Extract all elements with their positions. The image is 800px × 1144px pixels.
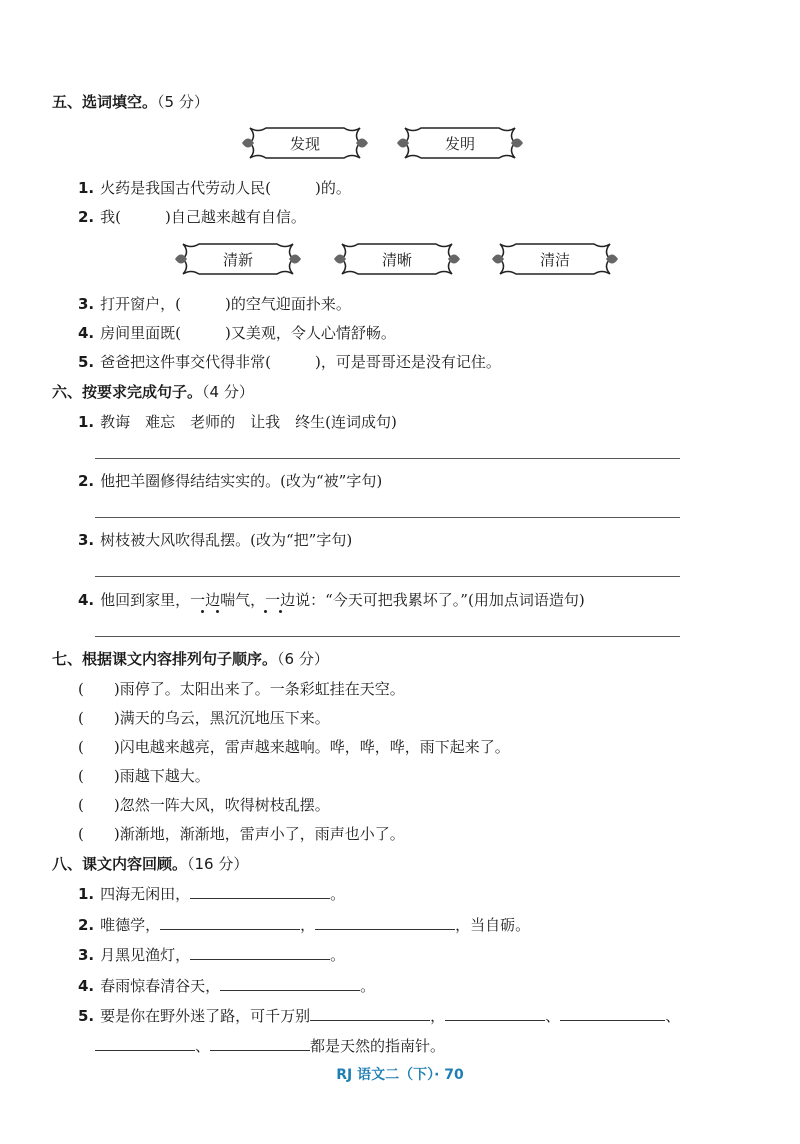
word-option: 发现 [289, 135, 320, 153]
page-footer: RJ 语文二（下）· 70 [336, 1067, 464, 1083]
emphasis-dot [279, 610, 282, 613]
question-text: 教诲 难忘 老师的 让我 终生(连词成句) [100, 413, 397, 431]
paren: ) [113, 680, 120, 698]
sentence-text: 忽然一阵大风，吹得树枝乱摆。 [119, 796, 330, 814]
s7-item-4 [78, 765, 210, 786]
paren: ( [78, 709, 84, 727]
question-text: 打开窗户，( [100, 295, 181, 313]
sentence-text: 雨越下越大。 [119, 767, 210, 785]
question-text: ，当自砺。 [455, 916, 531, 934]
question-number: 2. [78, 208, 95, 226]
section-7-heading [52, 648, 329, 669]
s8-question-3 [78, 944, 345, 965]
paren: ) [113, 796, 120, 814]
word-badge-qingjie [490, 240, 620, 278]
section-5-title: 五、选词填空。 [52, 93, 158, 111]
sentence-text: 闪电越来越亮，雷声越来越响。哗，哗，哗，雨下起来了。 [119, 738, 510, 756]
paren: ) [113, 767, 120, 785]
s7-item-5 [78, 794, 330, 815]
paren: ( [78, 680, 84, 698]
question-number: 4. [78, 324, 95, 342]
word-option: 清晰 [381, 251, 412, 269]
question-text: 他把羊圈修得结结实实的。(改为“被”字句) [100, 472, 383, 490]
question-number: 4. [78, 977, 95, 995]
question-text: 。 [330, 885, 346, 903]
paren: ( [78, 825, 84, 843]
question-text: 我( [100, 208, 121, 226]
question-text: )的。 [315, 179, 351, 197]
s8-question-4 [78, 975, 375, 996]
question-text: 。 [330, 946, 346, 964]
question-number: 3. [78, 946, 95, 964]
question-text: )又美观，令人心情舒畅。 [225, 324, 396, 342]
word-badge-qingxi [332, 240, 462, 278]
fill-line[interactable] [560, 1005, 665, 1021]
question-number: 5. [78, 353, 95, 371]
sentence-text: 满天的乌云，黑沉沉地压下来。 [119, 709, 330, 727]
section-8-title: 八、课文内容回顾。 [52, 855, 188, 873]
s5-question-2 [78, 206, 306, 227]
s5-question-5 [78, 351, 501, 372]
section-5-heading [52, 91, 209, 112]
question-text: 。 [360, 977, 376, 995]
question-text: 、 [545, 1007, 561, 1025]
s6-question-3 [78, 529, 352, 550]
s8-question-5-continued [95, 1035, 445, 1056]
question-text: 唯德学， [100, 916, 161, 934]
sentence-text: 渐渐地，渐渐地，雷声小了，雨声也小了。 [119, 825, 405, 843]
s6-question-2 [78, 470, 382, 491]
question-text: 春雨惊春清谷天， [100, 977, 221, 995]
section-7-score: （6 分） [277, 650, 329, 668]
answer-line[interactable] [95, 636, 680, 637]
fill-line[interactable] [190, 883, 330, 899]
s6-question-4 [78, 589, 585, 610]
s7-item-6 [78, 823, 405, 844]
s6-question-1 [78, 411, 397, 432]
question-number: 2. [78, 472, 95, 490]
question-text: 、 [665, 1007, 681, 1025]
question-text: 树枝被大风吹得乱摆。(改为“把”字句) [100, 531, 353, 549]
question-number: 4. [78, 591, 95, 609]
question-number: 3. [78, 295, 95, 313]
s7-item-2 [78, 707, 330, 728]
word-badge-qingxin [173, 240, 303, 278]
question-text: 房间里面既( [100, 324, 181, 342]
fill-line[interactable] [95, 1035, 195, 1051]
section-5-score: （5 分） [157, 93, 209, 111]
sentence-text: 雨停了。太阳出来了。一条彩虹挂在天空。 [119, 680, 405, 698]
fill-line[interactable] [220, 975, 360, 991]
section-8-score: （16 分） [187, 855, 249, 873]
section-7-title: 七、根据课文内容排列句子顺序。 [52, 650, 278, 668]
paren: ) [113, 709, 120, 727]
question-text: 爸爸把这件事交代得非常( [100, 353, 271, 371]
fill-line[interactable] [190, 944, 330, 960]
paren: ) [113, 825, 120, 843]
paren: ( [78, 767, 84, 785]
s7-item-3 [78, 736, 510, 757]
question-number: 2. [78, 916, 95, 934]
section-6-score: （4 分） [202, 383, 254, 401]
paren: ( [78, 738, 84, 756]
fill-line[interactable] [445, 1005, 545, 1021]
word-option: 清新 [222, 251, 253, 269]
question-text: 他回到家里，一边喘气，一边说：“今天可把我累坏了。”(用加点词语造句) [100, 591, 585, 609]
question-text: 火药是我国古代劳动人民( [100, 179, 271, 197]
fill-line[interactable] [210, 1035, 310, 1051]
word-badge-faxian [240, 124, 370, 162]
s5-question-3 [78, 293, 351, 314]
section-6-heading [52, 381, 254, 402]
section-8-heading [52, 853, 248, 874]
word-option: 发明 [444, 135, 475, 153]
s8-question-5 [78, 1005, 680, 1026]
section-6-title: 六、按要求完成句子。 [52, 383, 203, 401]
s5-question-4 [78, 322, 396, 343]
question-text: 四海无闲田， [100, 885, 191, 903]
fill-line[interactable] [315, 914, 455, 930]
word-option: 清洁 [539, 251, 570, 269]
paren: ) [113, 738, 120, 756]
question-text: 都是天然的指南针。 [310, 1037, 446, 1055]
question-number: 1. [78, 179, 95, 197]
word-badge-faming [395, 124, 525, 162]
question-text: ， [300, 916, 316, 934]
question-number: 3. [78, 531, 95, 549]
answer-line[interactable] [95, 576, 680, 577]
answer-line[interactable] [95, 517, 680, 518]
question-number: 5. [78, 1007, 95, 1025]
question-text: ， [430, 1007, 446, 1025]
emphasis-dot [264, 610, 267, 613]
question-text: )，可是哥哥还是没有记住。 [315, 353, 501, 371]
question-text: 要是你在野外迷了路，可千万别 [100, 1007, 311, 1025]
s5-question-1 [78, 177, 351, 198]
s8-question-2 [78, 914, 530, 935]
answer-line[interactable] [95, 458, 680, 459]
emphasis-dot [216, 610, 219, 613]
fill-line[interactable] [160, 914, 300, 930]
s7-item-1 [78, 678, 405, 699]
question-text: 、 [195, 1037, 211, 1055]
question-text: )的空气迎面扑来。 [225, 295, 351, 313]
question-number: 1. [78, 885, 95, 903]
fill-line[interactable] [310, 1005, 430, 1021]
paren: ( [78, 796, 84, 814]
question-text: )自己越来越有自信。 [165, 208, 306, 226]
question-text: 月黑见渔灯， [100, 946, 191, 964]
question-number: 1. [78, 413, 95, 431]
s8-question-1 [78, 883, 345, 904]
emphasis-dot [201, 610, 204, 613]
